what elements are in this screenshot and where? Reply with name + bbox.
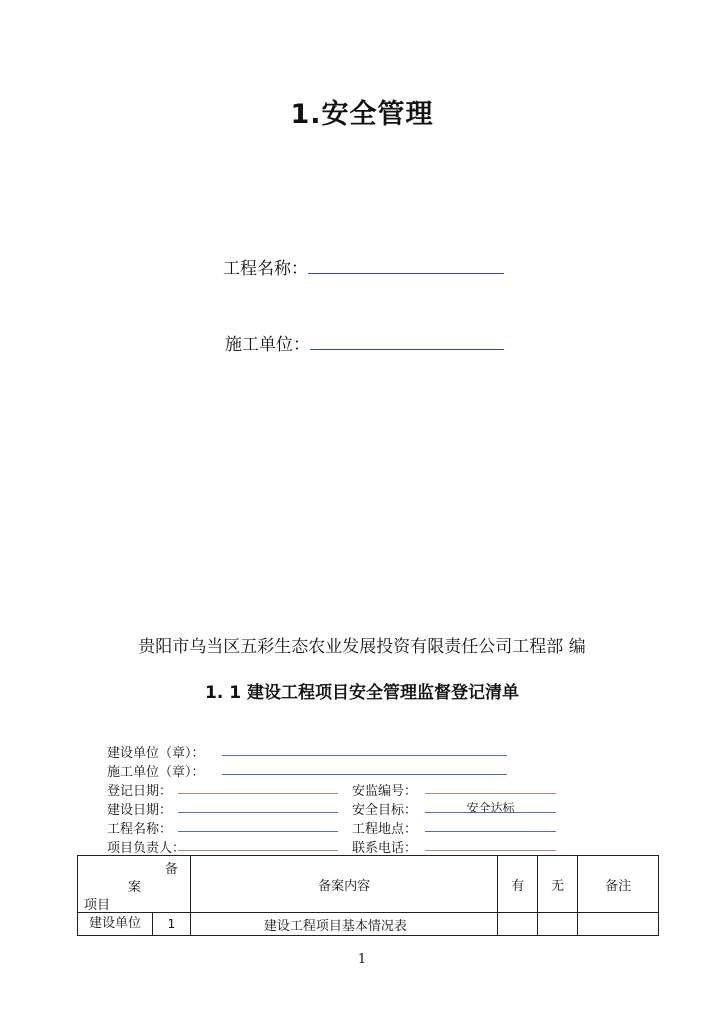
project-name-line[interactable] [178, 831, 338, 832]
project-location-line[interactable] [425, 831, 556, 832]
safety-number-label: 安监编号： [352, 784, 418, 799]
build-unit-label: 建设单位（章）： [107, 746, 205, 761]
row-number: 1 [167, 917, 176, 931]
build-date-line[interactable] [178, 812, 338, 813]
project-manager-line[interactable] [178, 850, 338, 851]
safety-goal-value: 安全达标 [466, 801, 515, 815]
cover-project-name-label: 工程名称： [223, 259, 308, 279]
row-no[interactable] [538, 913, 578, 936]
page-title: 1.安全管理 [290, 99, 434, 130]
row-yes[interactable] [498, 913, 538, 936]
safety-goal-line[interactable] [425, 812, 556, 813]
contact-phone-label: 联系电话： [352, 841, 418, 856]
row-category-cell [78, 913, 191, 936]
organization-credit: 贵阳市乌当区五彩生态农业发展投资有限责任公司工程部 编 [138, 637, 586, 657]
header-diag-top: 备 [164, 862, 178, 877]
cover-construction-unit-field [225, 330, 504, 355]
row-category: 建设单位 [78, 913, 153, 935]
header-category-cell [78, 856, 191, 913]
build-unit-line[interactable] [222, 755, 507, 756]
page-number: 1 [357, 952, 367, 967]
register-date-label: 登记日期： [107, 784, 173, 799]
cover-construction-unit-label: 施工单位： [225, 335, 310, 355]
construct-unit-line[interactable] [222, 774, 507, 775]
cover-project-name-line[interactable] [308, 257, 504, 274]
header-remark-cell: 备注 [578, 856, 659, 913]
safety-number-line[interactable] [425, 793, 556, 794]
register-date-line[interactable] [178, 793, 338, 794]
cover-construction-unit-line[interactable] [310, 333, 504, 350]
registration-table [77, 855, 659, 936]
row-remark[interactable] [578, 913, 659, 936]
project-manager-label: 项目负责人： [107, 841, 186, 856]
table-row [78, 913, 659, 936]
row-content: 建设工程项目基本情况表 [190, 913, 497, 936]
form-subtitle: 1. 1 建设工程项目安全管理监督登记清单 [205, 683, 519, 703]
header-diag-mid: 案 [128, 880, 142, 895]
header-diag-bottom: 项目 [84, 898, 111, 913]
project-location-label: 工程地点： [352, 822, 418, 837]
cover-project-name-field [223, 254, 504, 279]
build-date-label: 建设日期： [107, 803, 173, 818]
table-header-row [78, 856, 659, 913]
project-name-label: 工程名称： [107, 822, 173, 837]
header-content-cell: 备案内容 [190, 856, 497, 913]
construct-unit-label: 施工单位（章）： [107, 765, 205, 780]
header-no-cell: 无 [538, 856, 578, 913]
header-yes-cell: 有 [498, 856, 538, 913]
contact-phone-line[interactable] [425, 850, 556, 851]
safety-goal-label: 安全目标： [352, 803, 418, 818]
